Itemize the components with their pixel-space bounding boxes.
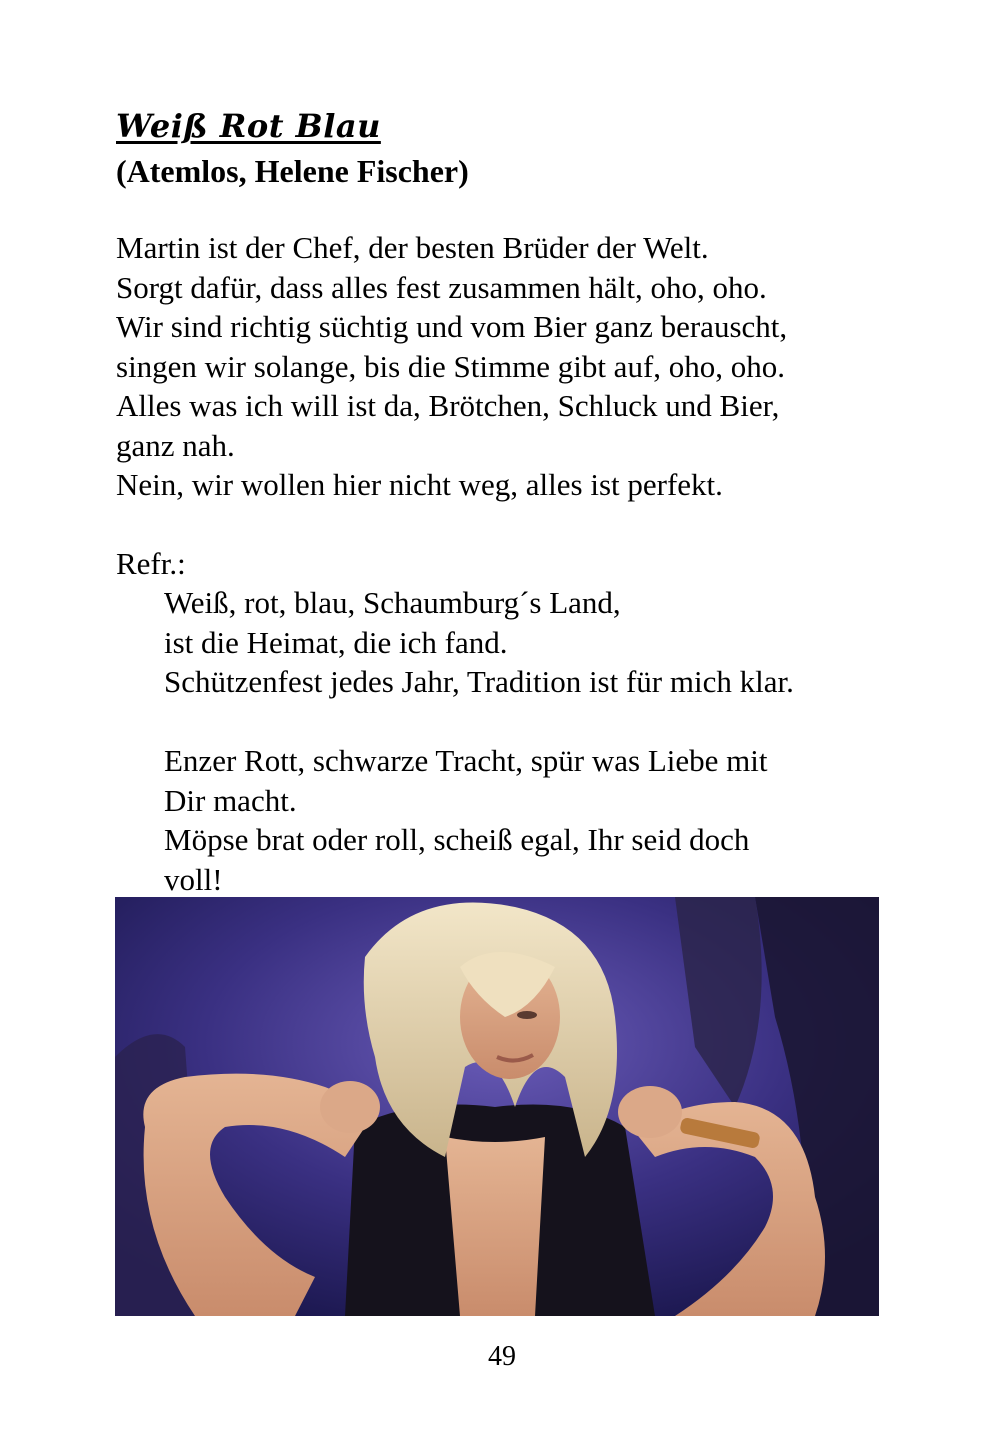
verse-line: Martin ist der Chef, der besten Brüder der Welt. [116, 230, 709, 265]
refrain-part-1 [164, 583, 884, 702]
refrain-line: ist die Heimat, die ich fand. [164, 624, 508, 660]
verse-line: ganz nah. [116, 427, 235, 463]
refrain-label: Refr.: [116, 546, 186, 581]
refrain-line: Weiß, rot, blau, Schaumburg´s Land, [164, 585, 621, 620]
refrain-line: Enzer Rott, schwarze Tracht, spür was Liebe mit [164, 743, 768, 778]
verse-line: Sorgt dafür, dass alles fest zusammen hält, oho, oho. [116, 269, 767, 305]
refrain-line: Dir macht. [164, 782, 297, 818]
verse-line: singen wir solange, bis die Stimme gibt auf, oho, oho. [116, 348, 786, 384]
song-subtitle: (Atemlos, Helene Fischer) [116, 153, 469, 189]
singer-photo [115, 897, 879, 1316]
verse-line: Alles was ich will ist da, Brötchen, Schluck und Bier, [116, 388, 780, 423]
refrain-part-2 [164, 741, 884, 899]
refrain-line: Möpse brat oder roll, scheiß egal, Ihr seid doch [164, 822, 750, 857]
verse-line: Wir sind richtig süchtig und vom Bier ganz berauscht, [116, 309, 788, 344]
song-title: Weiß Rot Blau [116, 107, 381, 145]
refrain-line: voll! [164, 861, 223, 897]
page-number: 49 [488, 1341, 516, 1372]
verse [116, 228, 876, 505]
singer-photo-illustration [115, 897, 879, 1316]
refrain-line: Schützenfest jedes Jahr, Tradition ist für mich klar. [164, 664, 794, 699]
verse-line: Nein, wir wollen hier nicht weg, alles ist perfekt. [116, 467, 723, 502]
